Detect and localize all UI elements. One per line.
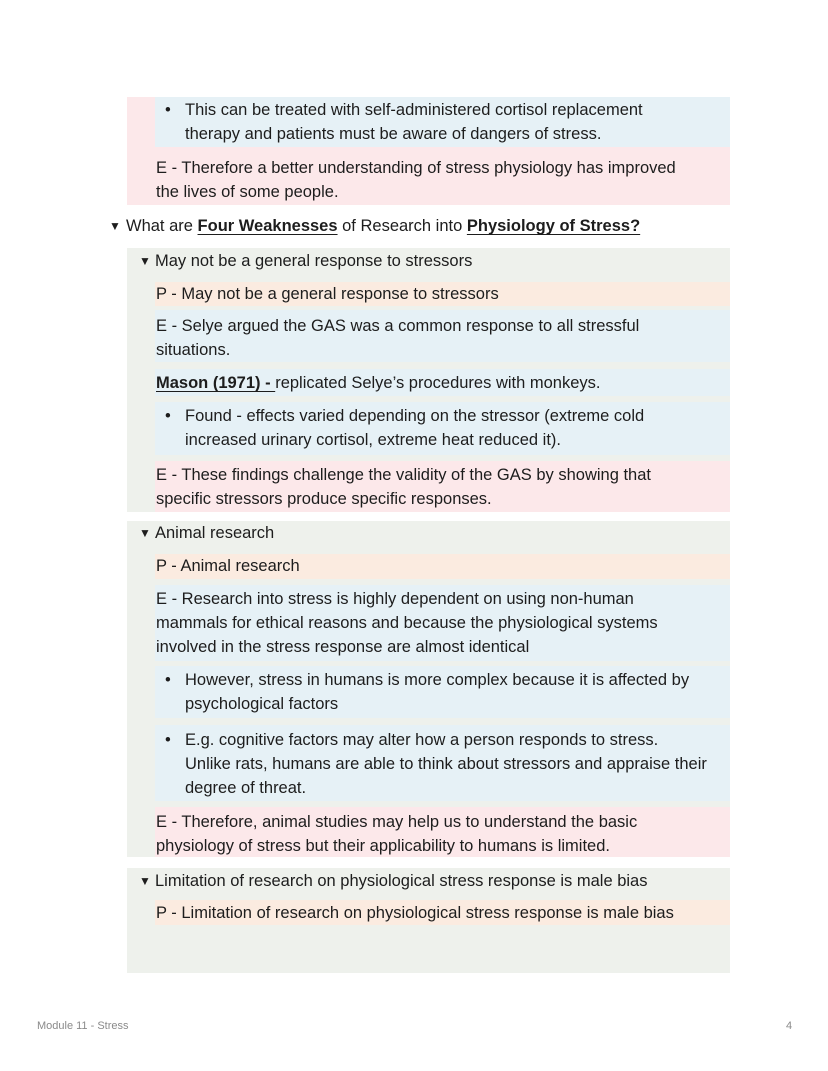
toggle-triangle-icon[interactable]: ▼ bbox=[139, 874, 151, 888]
bullet-text: This can be treated with self-administered cortisol replacement bbox=[185, 101, 643, 119]
bullet-icon: • bbox=[165, 731, 171, 749]
toggle-title[interactable]: May not be a general response to stressors bbox=[155, 252, 473, 270]
toggle-triangle-icon[interactable]: ▼ bbox=[139, 526, 151, 540]
bullet-icon: • bbox=[165, 671, 171, 689]
bullet-text: degree of threat. bbox=[185, 779, 307, 797]
bullet-text: Found - effects varied depending on the stressor (extreme cold bbox=[185, 407, 645, 425]
bullet-text: therapy and patients must be aware of dangers of stress. bbox=[185, 125, 602, 143]
study-text: Mason (1971) - replicated Selye’s procedures with monkeys. bbox=[156, 374, 601, 392]
point-text: P - May not be a general response to stressors bbox=[156, 285, 499, 303]
evidence-text: involved in the stress response are almost identical bbox=[156, 638, 530, 656]
bullet-text: However, stress in humans is more complex because it is affected by bbox=[185, 671, 690, 689]
explain-text: specific stressors produce specific responses. bbox=[156, 490, 492, 508]
explain-text: physiology of stress but their applicability to humans is limited. bbox=[156, 837, 610, 855]
bullet-icon: • bbox=[165, 407, 171, 425]
evidence-text: E - Selye argued the GAS was a common response to all stressful bbox=[156, 317, 640, 335]
bullet-text: increased urinary cortisol, extreme heat reduced it). bbox=[185, 431, 562, 449]
bullet-text: psychological factors bbox=[185, 695, 339, 713]
toggle-triangle-icon[interactable]: ▼ bbox=[109, 219, 121, 233]
section-heading[interactable]: What are Four Weaknesses of Research into Physiology of Stress? bbox=[126, 217, 641, 235]
explain-text: the lives of some people. bbox=[156, 183, 339, 201]
point-text: P - Animal research bbox=[156, 557, 300, 575]
evidence-text: situations. bbox=[156, 341, 231, 359]
toggle-triangle-icon[interactable]: ▼ bbox=[139, 254, 151, 268]
footer-title: Module 11 - Stress bbox=[37, 1020, 129, 1032]
evidence-text: E - Research into stress is highly dependent on using non-human bbox=[156, 590, 634, 608]
toggle-title[interactable]: Limitation of research on physiological stress response is male bias bbox=[155, 872, 648, 890]
toggle-title[interactable]: Animal research bbox=[155, 524, 275, 542]
explain-text: E - Therefore, animal studies may help us to understand the basic bbox=[156, 813, 638, 831]
page-number: 4 bbox=[786, 1020, 793, 1032]
explain-text: E - Therefore a better understanding of stress physiology has improved bbox=[156, 159, 676, 177]
explain-text: E - These findings challenge the validity of the GAS by showing that bbox=[156, 466, 651, 484]
bullet-icon: • bbox=[165, 101, 171, 119]
point-text: P - Limitation of research on physiological stress response is male bias bbox=[156, 904, 674, 922]
evidence-text: mammals for ethical reasons and because the physiological systems bbox=[156, 614, 658, 632]
bullet-text: Unlike rats, humans are able to think about stressors and appraise their bbox=[185, 755, 707, 773]
bullet-text: E.g. cognitive factors may alter how a person responds to stress. bbox=[185, 731, 659, 749]
